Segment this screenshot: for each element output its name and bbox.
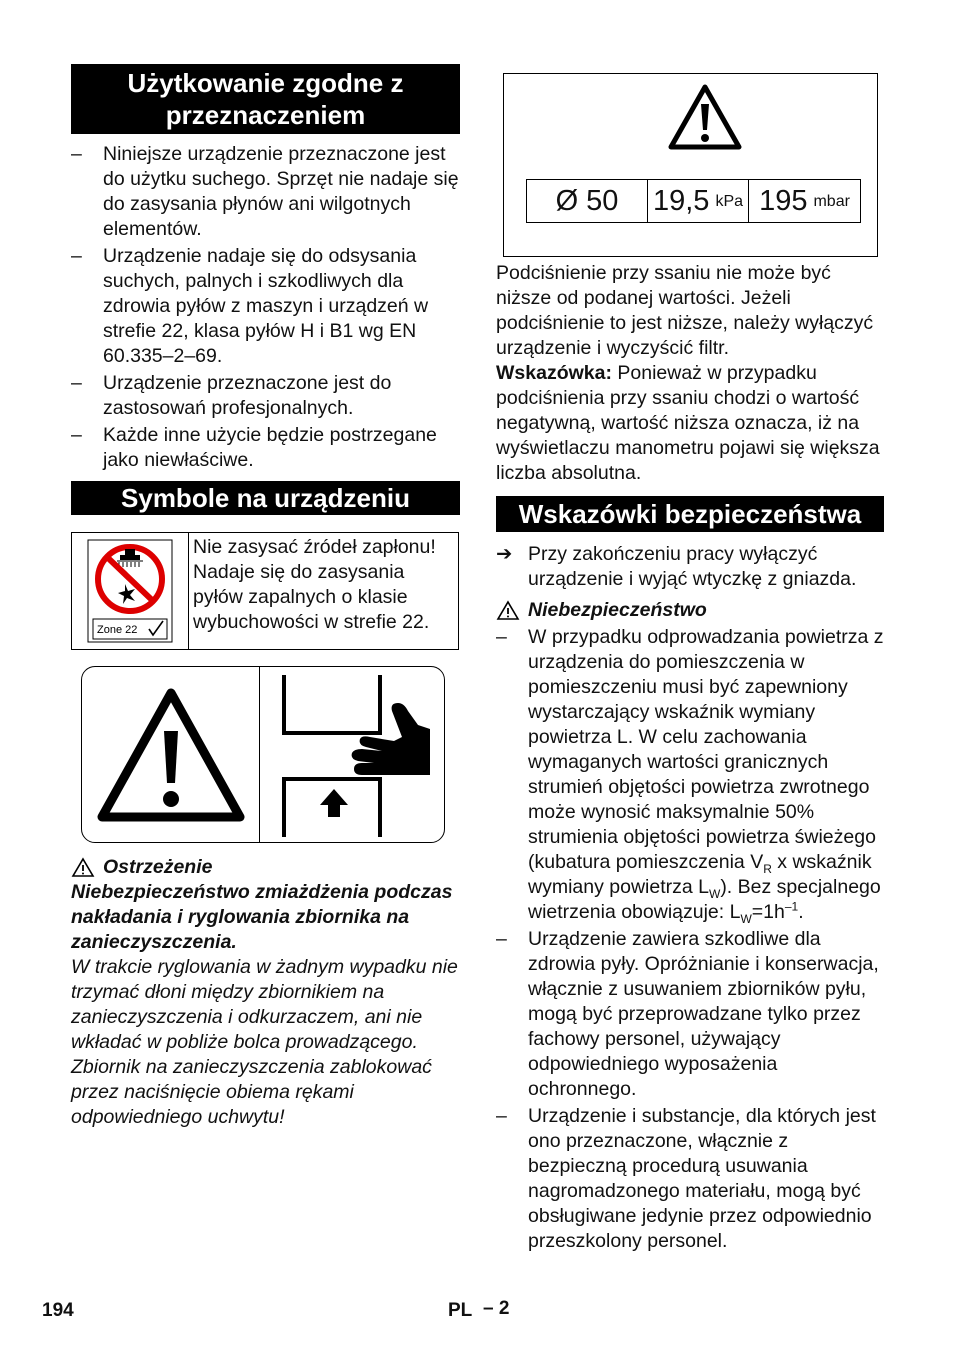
page-number: 194 [42, 1300, 74, 1321]
section-title-safety: Wskazówki bezpieczeństwa [496, 496, 884, 532]
crush-hazard-pictogram [81, 666, 445, 843]
danger-label: Niebezpieczeństwo [528, 599, 707, 621]
arrow-instruction-text: Przy zakończeniu pracy wyłączyć urządzenie i wyjąć wtyczkę z gniazda. [528, 543, 857, 590]
list-item: – Urządzenie i substancje, dla których jest ono przeznaczone, włącznie z bezpieczną procedurą usuwania nagromadzonego materiału, mogą być obsługiwane jedynie przez odpowiednio przeszkolony personel. [496, 1104, 884, 1254]
warning-triangle-icon [96, 687, 246, 823]
gauge-kpa-value: 19,5 [652, 184, 710, 217]
list-item: – Urządzenie przeznaczone jest do zastosowań profesjonalnych. [71, 371, 460, 421]
symbol-table [71, 532, 459, 650]
hand-pinch-icon [262, 667, 442, 843]
gauge-mbar [749, 180, 860, 222]
gauge-values-row [526, 179, 861, 223]
warning-triangle-icon [666, 82, 744, 152]
list-item: – Urządzenie zawiera szkodliwe dla zdrowia pyły. Opróżnianie i konserwacja, włącznie z usuwaniem zbiorników pyłu, mogą być przeprowadzane tylko przez fachowy personel, używający odpowiedniego wyposażenia ochronnego. [496, 927, 884, 1102]
vacuum-gauge-label [503, 73, 878, 257]
right-column [496, 73, 884, 1254]
gauge-mbar-value: 195 [759, 184, 808, 217]
left-column [71, 64, 460, 1130]
warning-triangle-panel [82, 667, 260, 842]
gauge-mbar-unit: mbar [813, 192, 850, 210]
danger-list [496, 625, 884, 1254]
arrow-instruction [496, 542, 884, 592]
no-ignition-sources-icon [87, 539, 173, 643]
warning-heading [71, 855, 460, 880]
list-item: – Niniejsze urządzenie przeznaczone jest do użytku suchego. Sprzęt nie nadaje się do zasysania płynów ani wilgotnych elementów. [71, 142, 460, 242]
sub-page-number: – 2 [483, 1298, 510, 1319]
intended-use-list [71, 142, 460, 473]
gauge-diameter: Ø 50 [527, 180, 648, 222]
note-paragraph [496, 361, 884, 486]
list-item: – Urządzenie nadaje się do odsysania suchych, palnych i szkodliwych dla zdrowia pyłów z maszyn i urządzeń w strefie 22, klasa pyłów H i B1 wg EN 60.335–2–69. [71, 244, 460, 369]
section-title-symbols: Symbole na urządzeniu [71, 481, 460, 515]
hand-pinch-panel [260, 667, 444, 842]
arrow-right-icon: ➔ [496, 543, 513, 565]
zone-label: Zone 22 [97, 624, 138, 636]
warning-icon [496, 600, 520, 621]
note-label: Wskazówka: [496, 362, 612, 384]
vacuum-text: Podciśnienie przy ssaniu nie może być niższe od podanej wartości. Jeżeli podciśnienie to jest niższe, należy wyłączyć urządzenie i wyczyścić filtr. [496, 262, 874, 359]
danger-heading [496, 598, 884, 623]
warning-icon [71, 857, 95, 878]
list-item: – W przypadku odprowadzania powietrza z urządzenia do pomieszczenia w pomieszczeniu musi być zapewniony wystarczający wskaźnik wymiany powietrza L. W celu zachowania wymaganych wartości granicznych strumień objętości powietrza zwrotnego może wynosić maksymalnie 50% strumienia objętości powietrza świeżego (kubatura pomieszczenia $V_R$ x wskaźnik wymiany powietrza $L_W$). Bez specjalnego wietrzenia obowiązuje: $L_W=1h^{-1}$. [496, 625, 884, 925]
gauge-kpa [648, 180, 749, 222]
warning-label: Ostrzeżenie [103, 856, 213, 878]
section-title-intended-use: Użytkowanie zgodne z przeznaczeniem [71, 64, 460, 134]
gauge-kpa-unit: kPa [715, 192, 744, 210]
warning-bold-text: Niebezpieczeństwo zmiażdżenia podczas nakładania i ryglowania zbiornika na zanieczyszczenia. [71, 881, 453, 953]
warning-italic-text: W trakcie ryglowania w żadnym wypadku nie trzymać dłoni między zbiornikiem na zanieczyszczenia i odkurzaczem, ani nie wkładać w pobliże bolca prowadzącego. Zbiornik na zanieczyszczenia zablokować przez naciśnięcie obiema rękami odpowiedniego uchwytu! [71, 956, 458, 1128]
note-text: Ponieważ w przypadku podciśnienia przy ssaniu chodzi o wartość negatywną, wartość niższa oznacza, iż na wyświetlaczu manometru pojawi się większa liczba absolutna. [496, 362, 880, 484]
list-item: – Każde inne użycie będzie postrzegane jako niewłaściwe. [71, 423, 460, 473]
symbol-description: Nie zasysać źródeł zapłonu! Nadaje się do zasysania pyłów zapalnych o klasie wybuchowości w strefie 22. [193, 536, 436, 633]
no-ignition-symbol [72, 533, 189, 649]
language-code: PL [448, 1300, 473, 1321]
